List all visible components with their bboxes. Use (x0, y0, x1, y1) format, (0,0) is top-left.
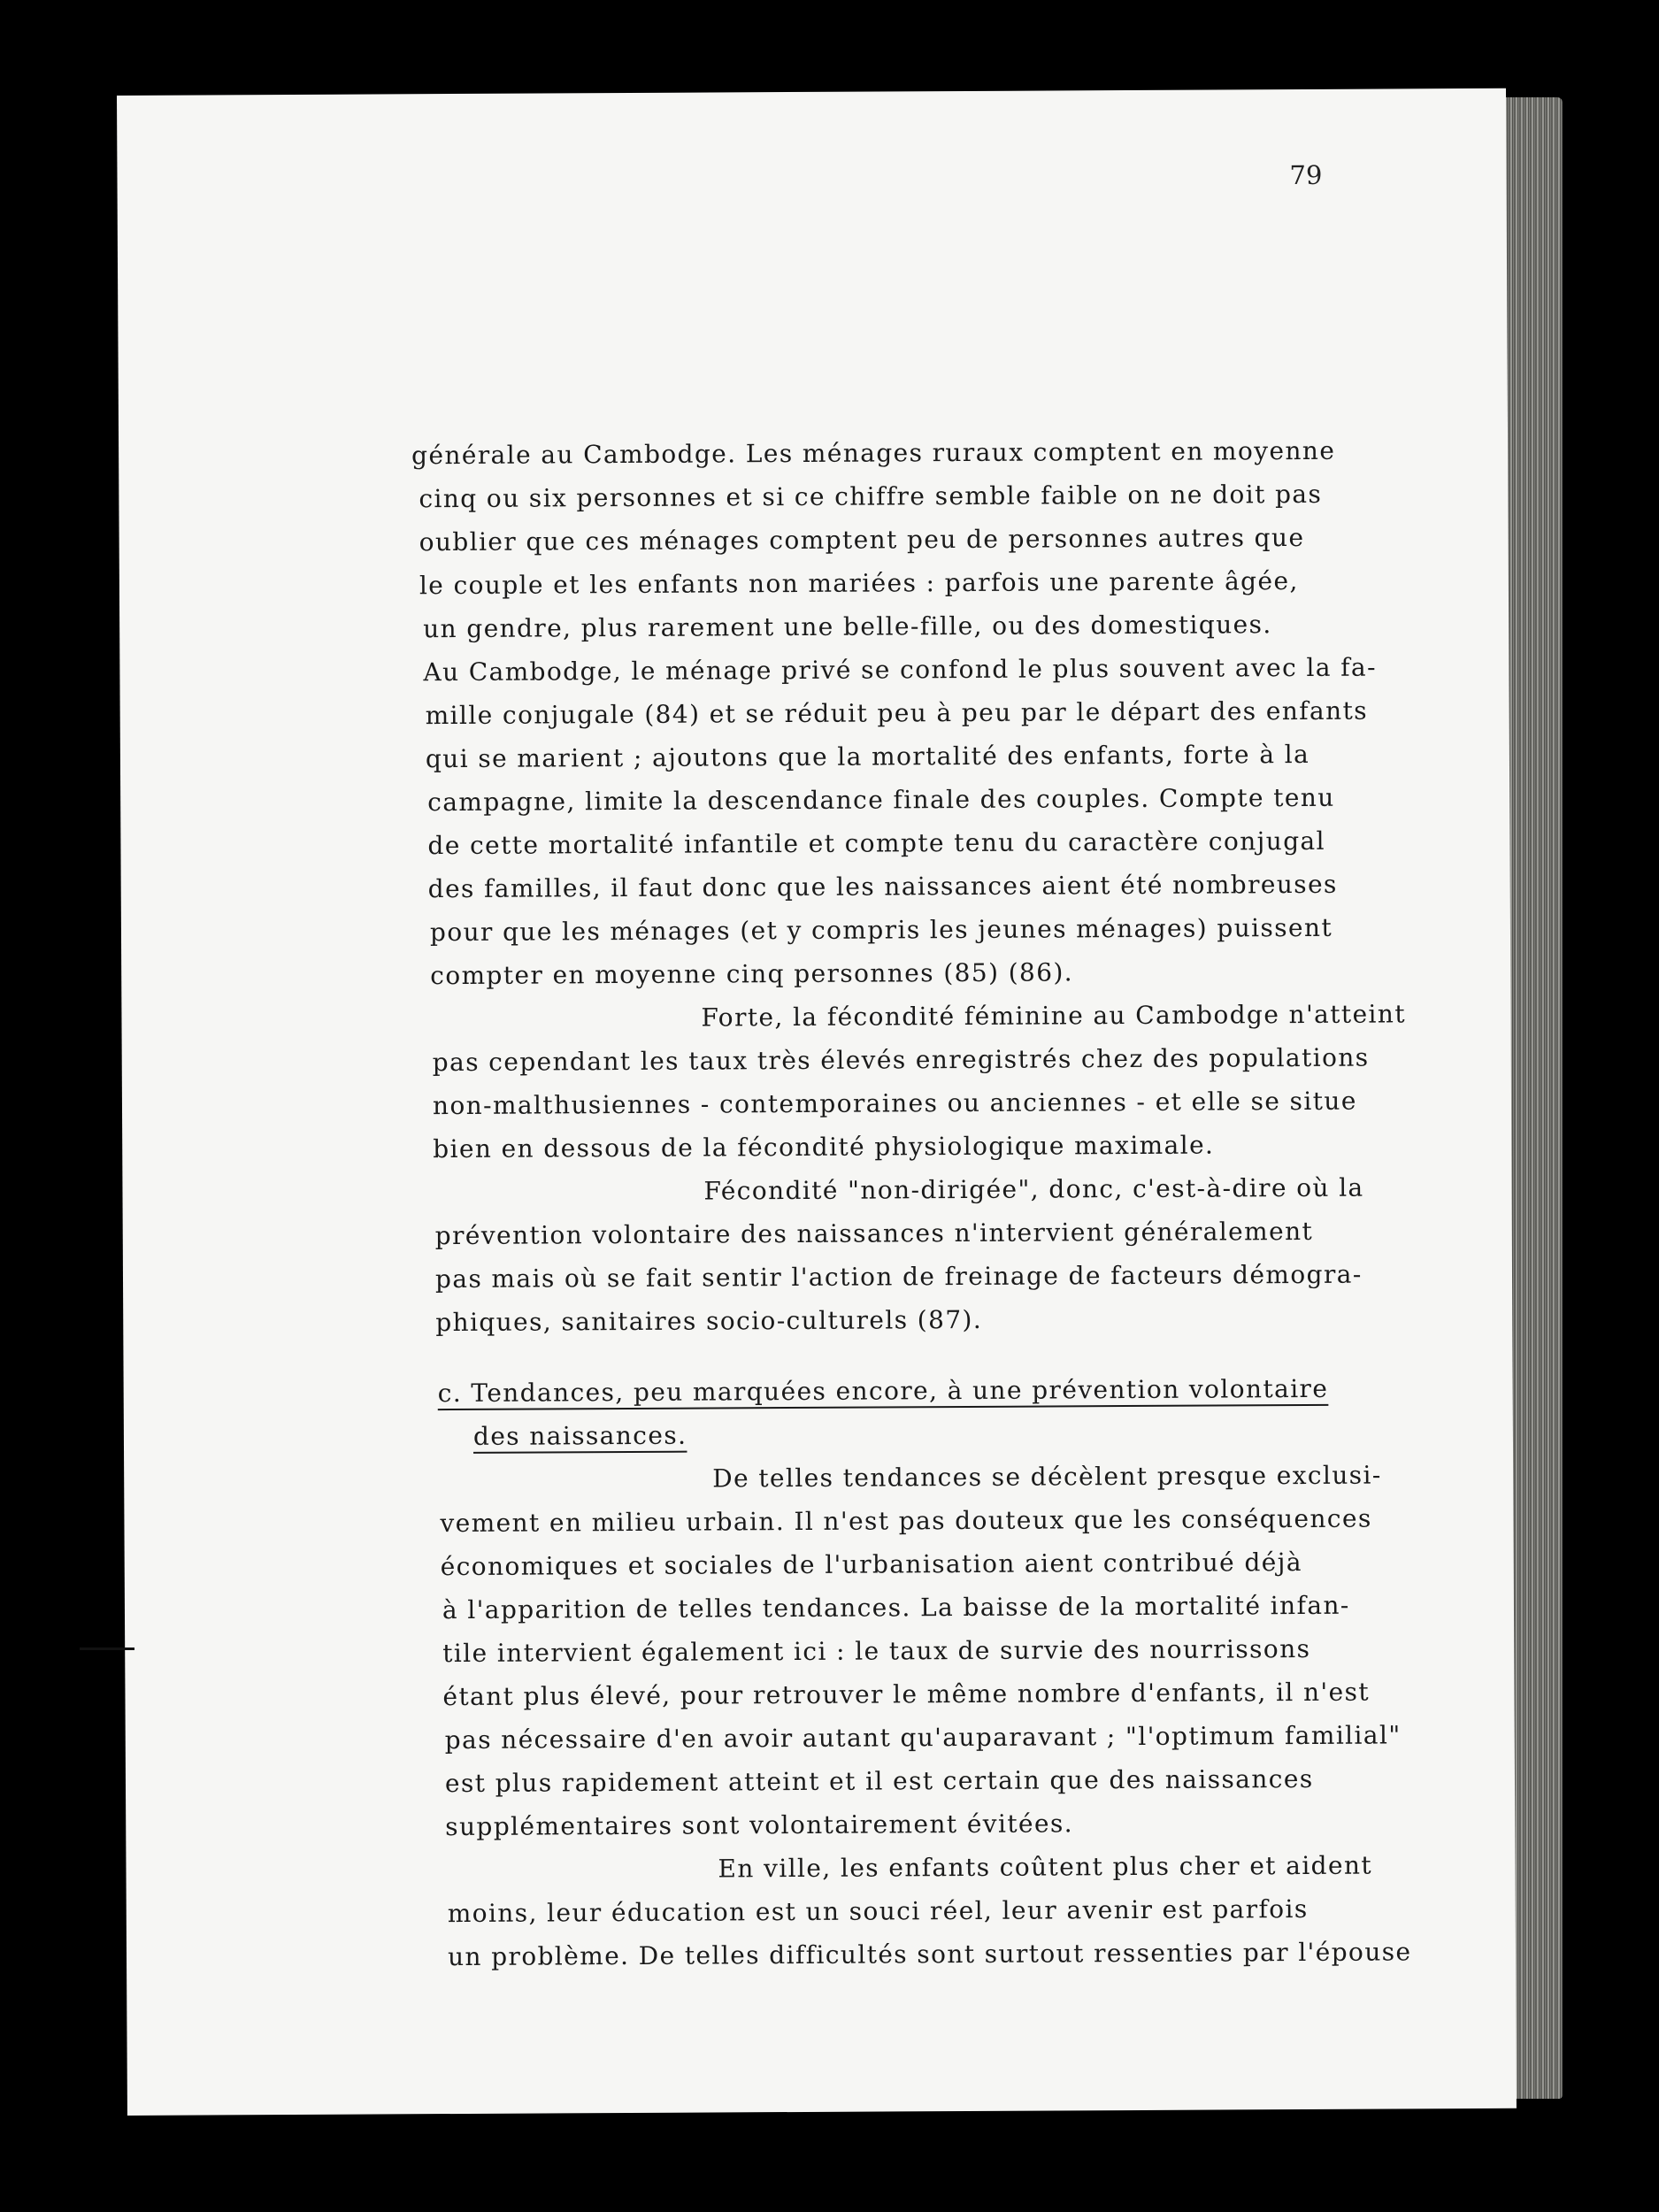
text-line: mille conjugale (84) et se réduit peu à peu par le départ des enfants (425, 695, 1369, 731)
text-line: pas nécessaire d'en avoir autant qu'auparavant ; "l'optimum familial" (444, 1720, 1402, 1755)
text-line: le couple et les enfants non mariées : parfois une parente âgée, (419, 566, 1299, 601)
text-line: Fécondité "non-dirigée", donc, c'est-à-dire où la (703, 1172, 1364, 1206)
text-line: étant plus élevé, pour retrouver le même nombre d'enfants, il n'est (442, 1677, 1371, 1712)
text-line: phiques, sanitaires socio-culturels (87). (435, 1304, 983, 1338)
text-line: non-malthusiennes - contemporaines ou anciennes - et elle se situe (432, 1086, 1357, 1121)
text-line: Forte, la fécondité féminine au Cambodge n'atteint (701, 999, 1407, 1033)
text-line: vement en milieu urbain. Il n'est pas douteux que les conséquences (440, 1503, 1372, 1539)
margin-mark (80, 1647, 134, 1650)
page-number: 79 (1289, 159, 1323, 191)
text-line: En ville, les enfants coûtent plus cher et aident (718, 1850, 1373, 1884)
text-line: un gendre, plus rarement une belle-fille, ou des domestiques. (423, 610, 1272, 644)
section-heading-continued: des naissances. (472, 1420, 687, 1451)
text-line: un problème. De telles difficultés sont surtout ressenties par l'épouse (447, 1937, 1412, 1972)
text-line: De telles tendances se décèlent presque exclusi- (712, 1460, 1382, 1494)
text-line: Au Cambodge, le ménage privé se confond le plus souvent avec la fa- (423, 652, 1378, 687)
text-line: pas cependant les taux très élevés enregistrés chez des populations (432, 1042, 1370, 1078)
text-line: générale au Cambodge. Les ménages ruraux comptent en moyenne (411, 435, 1336, 471)
text-line: campagne, limite la descendance finale des couples. Compte tenu (427, 782, 1335, 818)
text-line: qui se marient ; ajoutons que la mortalité des enfants, forte à la (425, 739, 1310, 774)
text-line: prévention volontaire des naissances n'intervient généralement (434, 1216, 1314, 1251)
text-line: pas mais où se fait sentir l'action de freinage de facteurs démogra- (434, 1259, 1363, 1294)
text-line: supplémentaires sont volontairement évitées. (445, 1809, 1074, 1842)
text-line: pour que les ménages (et y compris les jeunes ménages) puissent (429, 912, 1333, 948)
body-text (290, 330, 1412, 1972)
text-line: tile intervient également ici : le taux de survie des nourrissons (442, 1633, 1311, 1669)
text-line: à l'apparition de telles tendances. La baisse de la mortalité infan- (442, 1590, 1350, 1625)
book-page (117, 88, 1517, 2116)
text-line: moins, leur éducation est un souci réel, leur avenir est parfois (447, 1893, 1309, 1929)
section-heading: c. Tendances, peu marquées encore, à une prévention volontaire (437, 1373, 1329, 1409)
text-line: économiques et sociales de l'urbanisation aient contribué déjà (440, 1548, 1302, 1582)
text-line: oublier que ces ménages comptent peu de personnes autres que (419, 522, 1305, 557)
text-line: est plus rapidement atteint et il est certain que des naissances (444, 1763, 1314, 1799)
text-line: des familles, il faut donc que les naissances aient été nombreuses (427, 869, 1338, 904)
text-line: cinq ou six personnes et si ce chiffre semble faible on ne doit pas (419, 479, 1323, 514)
text-line: bien en dessous de la fécondité physiologique maximale. (433, 1130, 1215, 1164)
text-line: de cette mortalité infantile et compte tenu du caractère conjugal (427, 826, 1325, 861)
text-line: compter en moyenne cinq personnes (85) (86). (430, 957, 1074, 991)
